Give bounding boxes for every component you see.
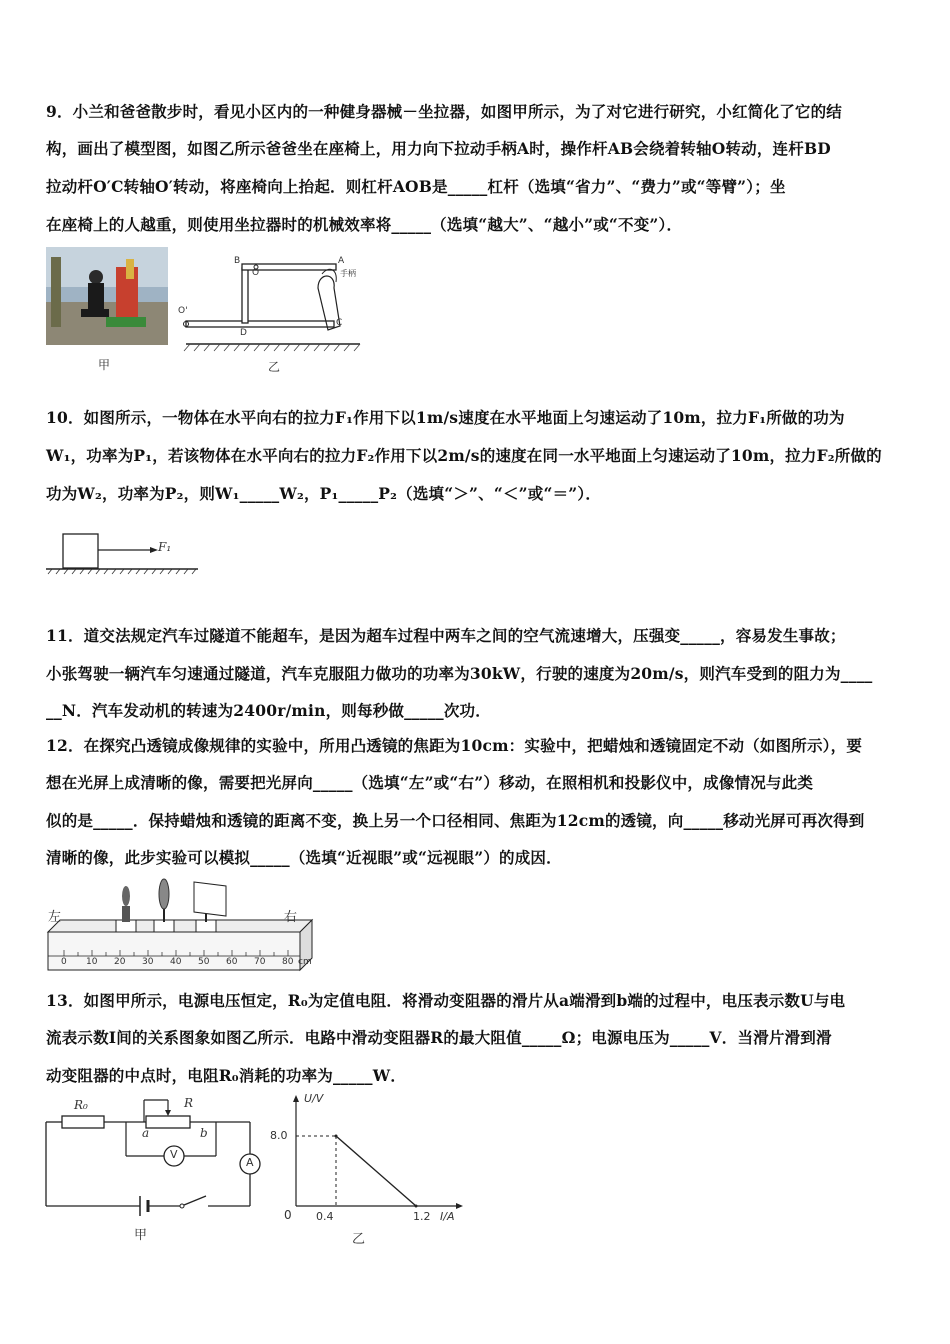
data-point-0: [335, 1135, 338, 1138]
y-axis-label: U/V: [304, 1092, 324, 1105]
q13-circuit: [40, 1096, 270, 1244]
chart-caption: 乙: [352, 1232, 366, 1247]
voltmeter-label: V: [170, 1148, 178, 1161]
tick-70: 70: [254, 957, 266, 967]
tick-30: 30: [142, 957, 154, 967]
tick-50: 50: [198, 957, 210, 967]
q10-block-diagram: [46, 528, 206, 578]
y-tick-8: 8.0: [270, 1129, 288, 1142]
left-label: 左: [48, 910, 62, 925]
label-O: O: [252, 268, 260, 278]
q12-line-3: 似的是_____．保持蜡烛和透镜的距离不变，换上另一个口径相同、焦距为12cm的透镜，向_____移动光屏可再次得到: [46, 811, 865, 830]
q9-fig-jia-caption: 甲: [98, 358, 111, 372]
tick-40: 40: [170, 957, 182, 967]
label-B: B: [234, 256, 241, 266]
q12-line-2: 想在光屏上成清晰的像，需要把光屏向_____（选填“左”或“右”）移动，在照相机和投影仪中，成像情况与此类: [46, 773, 814, 792]
q11-line-3: __N．汽车发动机的转速为2400r/min，则每秒做_____次功．: [46, 701, 491, 720]
q13-ui-chart: [268, 1090, 478, 1250]
label-a: a: [142, 1126, 150, 1140]
tick-cm: cm: [298, 957, 312, 967]
q10-line-2: W₁，功率为P₁，若该物体在水平向右的拉力F₂作用下以2m/s的速度在同一水平地面上匀速运动了10m，拉力F₂所做的: [46, 446, 882, 465]
q9-line-1: 9．小兰和爸爸散步时，看见小区内的一种健身器械－坐拉器，如图甲所示，为了对它进行研究，小红简化了它的结: [46, 102, 842, 121]
label-A: A: [338, 256, 345, 266]
x-axis-arrow: [456, 1203, 463, 1209]
q9-line-2: 构，画出了模型图，如图乙所示爸爸坐在座椅上，用力向下拉动手柄A时，操作杆AB会绕着转轴O转动，连杆BD: [46, 139, 831, 158]
q9-line-4: 在座椅上的人越重，则使用坐拉器时的机械效率将_____（选填“越大”、“越小”或“不变”）．: [46, 215, 683, 234]
q12-optical-bench: [46, 876, 314, 972]
tick-20: 20: [114, 957, 126, 967]
ui-chart-svg: [268, 1090, 478, 1250]
label-handle: 手柄: [340, 269, 356, 278]
label-C: C: [336, 318, 343, 328]
label-b: b: [200, 1126, 208, 1140]
q12-line-1: 12．在探究凸透镜成像规律的实验中，所用凸透镜的焦距为10cm：实验中，把蜡烛和透镜固定不动（如图所示），要: [46, 736, 863, 755]
tick-60: 60: [226, 957, 238, 967]
origin-label: 0: [284, 1208, 292, 1222]
q13-line-1: 13．如图甲所示，电源电压恒定，R₀为定值电阻．将滑动变阻器的滑片从a端滑到b端的过程中，电压表示数U与电: [46, 991, 846, 1010]
force-label: F₁: [158, 540, 172, 554]
q13-line-2: 流表示数I间的关系图象如图乙所示．电路中滑动变阻器R的最大阻值_____Ω；电源电压为_____V．当滑片滑到滑: [46, 1028, 832, 1047]
label-D: D: [240, 328, 247, 338]
tick-10: 10: [86, 957, 98, 967]
q11-line-2: 小张驾驶一辆汽车匀速通过隧道，汽车克服阻力做功的功率为30kW，行驶的速度为20m/s，则汽车受到的阻力为____: [46, 664, 873, 683]
series-line: [336, 1136, 416, 1206]
right-label: 右: [284, 910, 298, 925]
q11-line-1: 11．道交法规定汽车过隧道不能超车，是因为超车过程中两车之间的空气流速增大，压强变_____，容易发生事故；: [46, 626, 846, 645]
q12-line-4: 清晰的像，此步实验可以模拟_____（选填“近视眼”或“远视眼”）的成因．: [46, 848, 562, 867]
y-axis-arrow: [293, 1095, 299, 1102]
label-R: R: [184, 1096, 194, 1110]
q9-fig-yi-caption: 乙: [268, 360, 281, 374]
data-point-1: [415, 1205, 418, 1208]
tick-80: 80: [282, 957, 294, 967]
x-tick-0-4: 0.4: [316, 1210, 334, 1223]
x-axis-label: I/A: [440, 1210, 455, 1223]
tick-0: 0: [61, 957, 67, 967]
q13-line-3: 动变阻器的中点时，电阻R₀消耗的功率为_____W．: [46, 1066, 407, 1085]
q9-photo: [46, 247, 168, 345]
ammeter-label: A: [246, 1156, 254, 1169]
q10-line-1: 10．如图所示，一物体在水平向右的拉力F₁作用下以1m/s速度在水平地面上匀速运动了10m，拉力F₁所做的功为: [46, 408, 845, 427]
x-tick-1-2: 1.2: [413, 1210, 431, 1223]
circuit-caption: 甲: [134, 1228, 148, 1243]
label-R0: R₀: [74, 1098, 88, 1112]
q10-line-3: 功为W₂，功率为P₂，则W₁_____W₂，P₁_____P₂（选填“＞”、“＜”或“＝”）．: [46, 484, 602, 503]
q9-lever-diagram: [178, 248, 368, 352]
label-O-prime: O': [178, 306, 188, 316]
q9-line-3: 拉动杆O′C转轴O′转动，将座椅向上抬起．则杠杆AOB是_____杠杆（选填“省力”、“费力”或“等臂”）；坐: [46, 177, 786, 196]
